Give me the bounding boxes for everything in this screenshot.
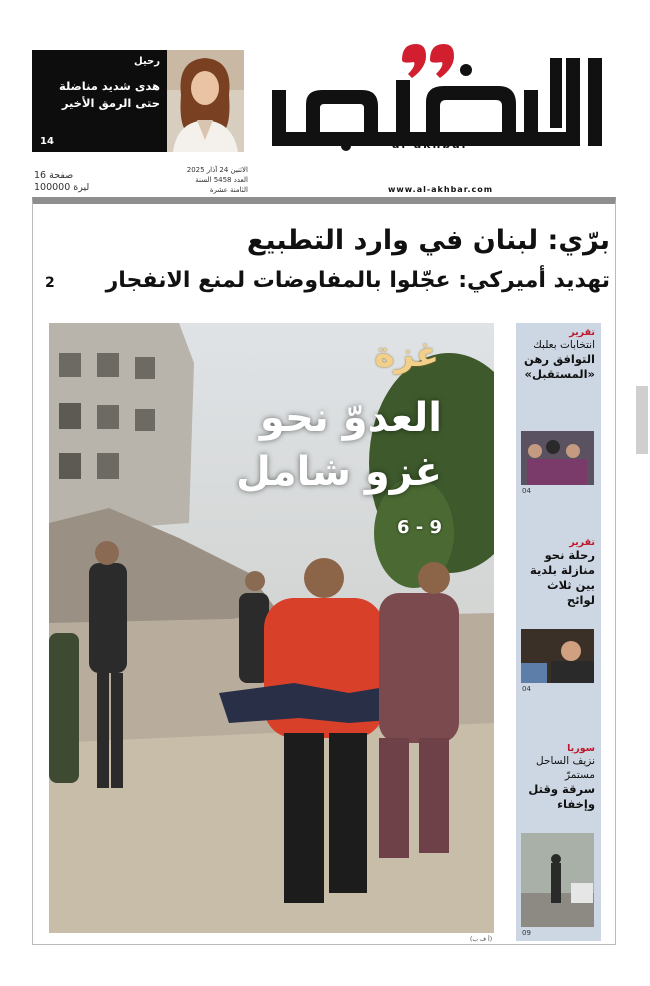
issue-date-latin: lundi 24 Mars 2025 n° 5458 18ème année [180, 199, 297, 205]
sidebar-page-2: 04 [522, 685, 531, 693]
issue-date-arabic: الاثنين 24 آذار 2025 [186, 166, 248, 174]
obituary-photo [167, 50, 244, 152]
sidebar-item-syria[interactable] [516, 743, 601, 812]
obituary-box[interactable] [32, 50, 244, 152]
headline-second[interactable]: تهديد أميركي: عجّلوا بالمفاوضات لمنع الانفجار [105, 268, 610, 293]
main-story-photo[interactable] [49, 323, 494, 933]
sidebar-thumb-2[interactable] [521, 629, 594, 683]
sidebar-thumb-1[interactable] [521, 431, 594, 485]
sidebar-page-1: 04 [522, 487, 531, 495]
obituary-page: 14 [40, 136, 54, 147]
issue-number-arabic: العدد 5458 السنة الثامنة عشرة [195, 176, 248, 194]
sidebar-text-line1: انتخابات بعلبك [533, 339, 595, 351]
sidebar-text-line1: نزيف الساحل مستمرّ [536, 755, 595, 781]
sidebar-tag: سوريا [567, 743, 595, 754]
sidebar-text-line2: التوافق رهن «المستقبل» [524, 352, 595, 381]
main-story-pages: 6 - 9 [396, 517, 442, 538]
headline-top[interactable]: برّي: لبنان في وارد التطبيع [246, 225, 610, 256]
headline-second-page: 2 [45, 275, 55, 291]
sidebar [516, 323, 601, 941]
sidebar-thumb-3[interactable] [521, 833, 594, 927]
obituary-text: هدى شديد مناضلة حتى الرمق الأخير [59, 79, 160, 110]
main-story-title[interactable]: العدوّ نحو غزو شامل [236, 395, 442, 495]
logo-latin: al-akhbar [392, 138, 470, 151]
sidebar-page-3: 09 [522, 929, 531, 937]
issue-price: 100000 ليرة [34, 182, 90, 193]
site-url[interactable]: www.al-akhbar.com [388, 185, 494, 194]
sidebar-tag: تقرير [569, 327, 595, 338]
issue-pages: 16 صفحة [34, 170, 74, 181]
main-story-kicker: غزة [374, 335, 439, 375]
sidebar-item-baalbek[interactable] [516, 327, 601, 382]
sidebar-text-line2: رحلة نحو منازلة بلدية بين ثلاث لوائح [530, 548, 595, 607]
sidebar-tag: تقرير [569, 537, 595, 548]
issue-pages-price [34, 170, 89, 194]
scrollbar-thumb[interactable] [636, 386, 648, 454]
sidebar-text-line2: سرقة وقتل وإخفاء [528, 782, 595, 811]
sidebar-item-municipal[interactable] [516, 537, 601, 608]
photo-credit: (أ ف ب) [470, 936, 493, 943]
obituary-label: رحيل [134, 56, 160, 67]
